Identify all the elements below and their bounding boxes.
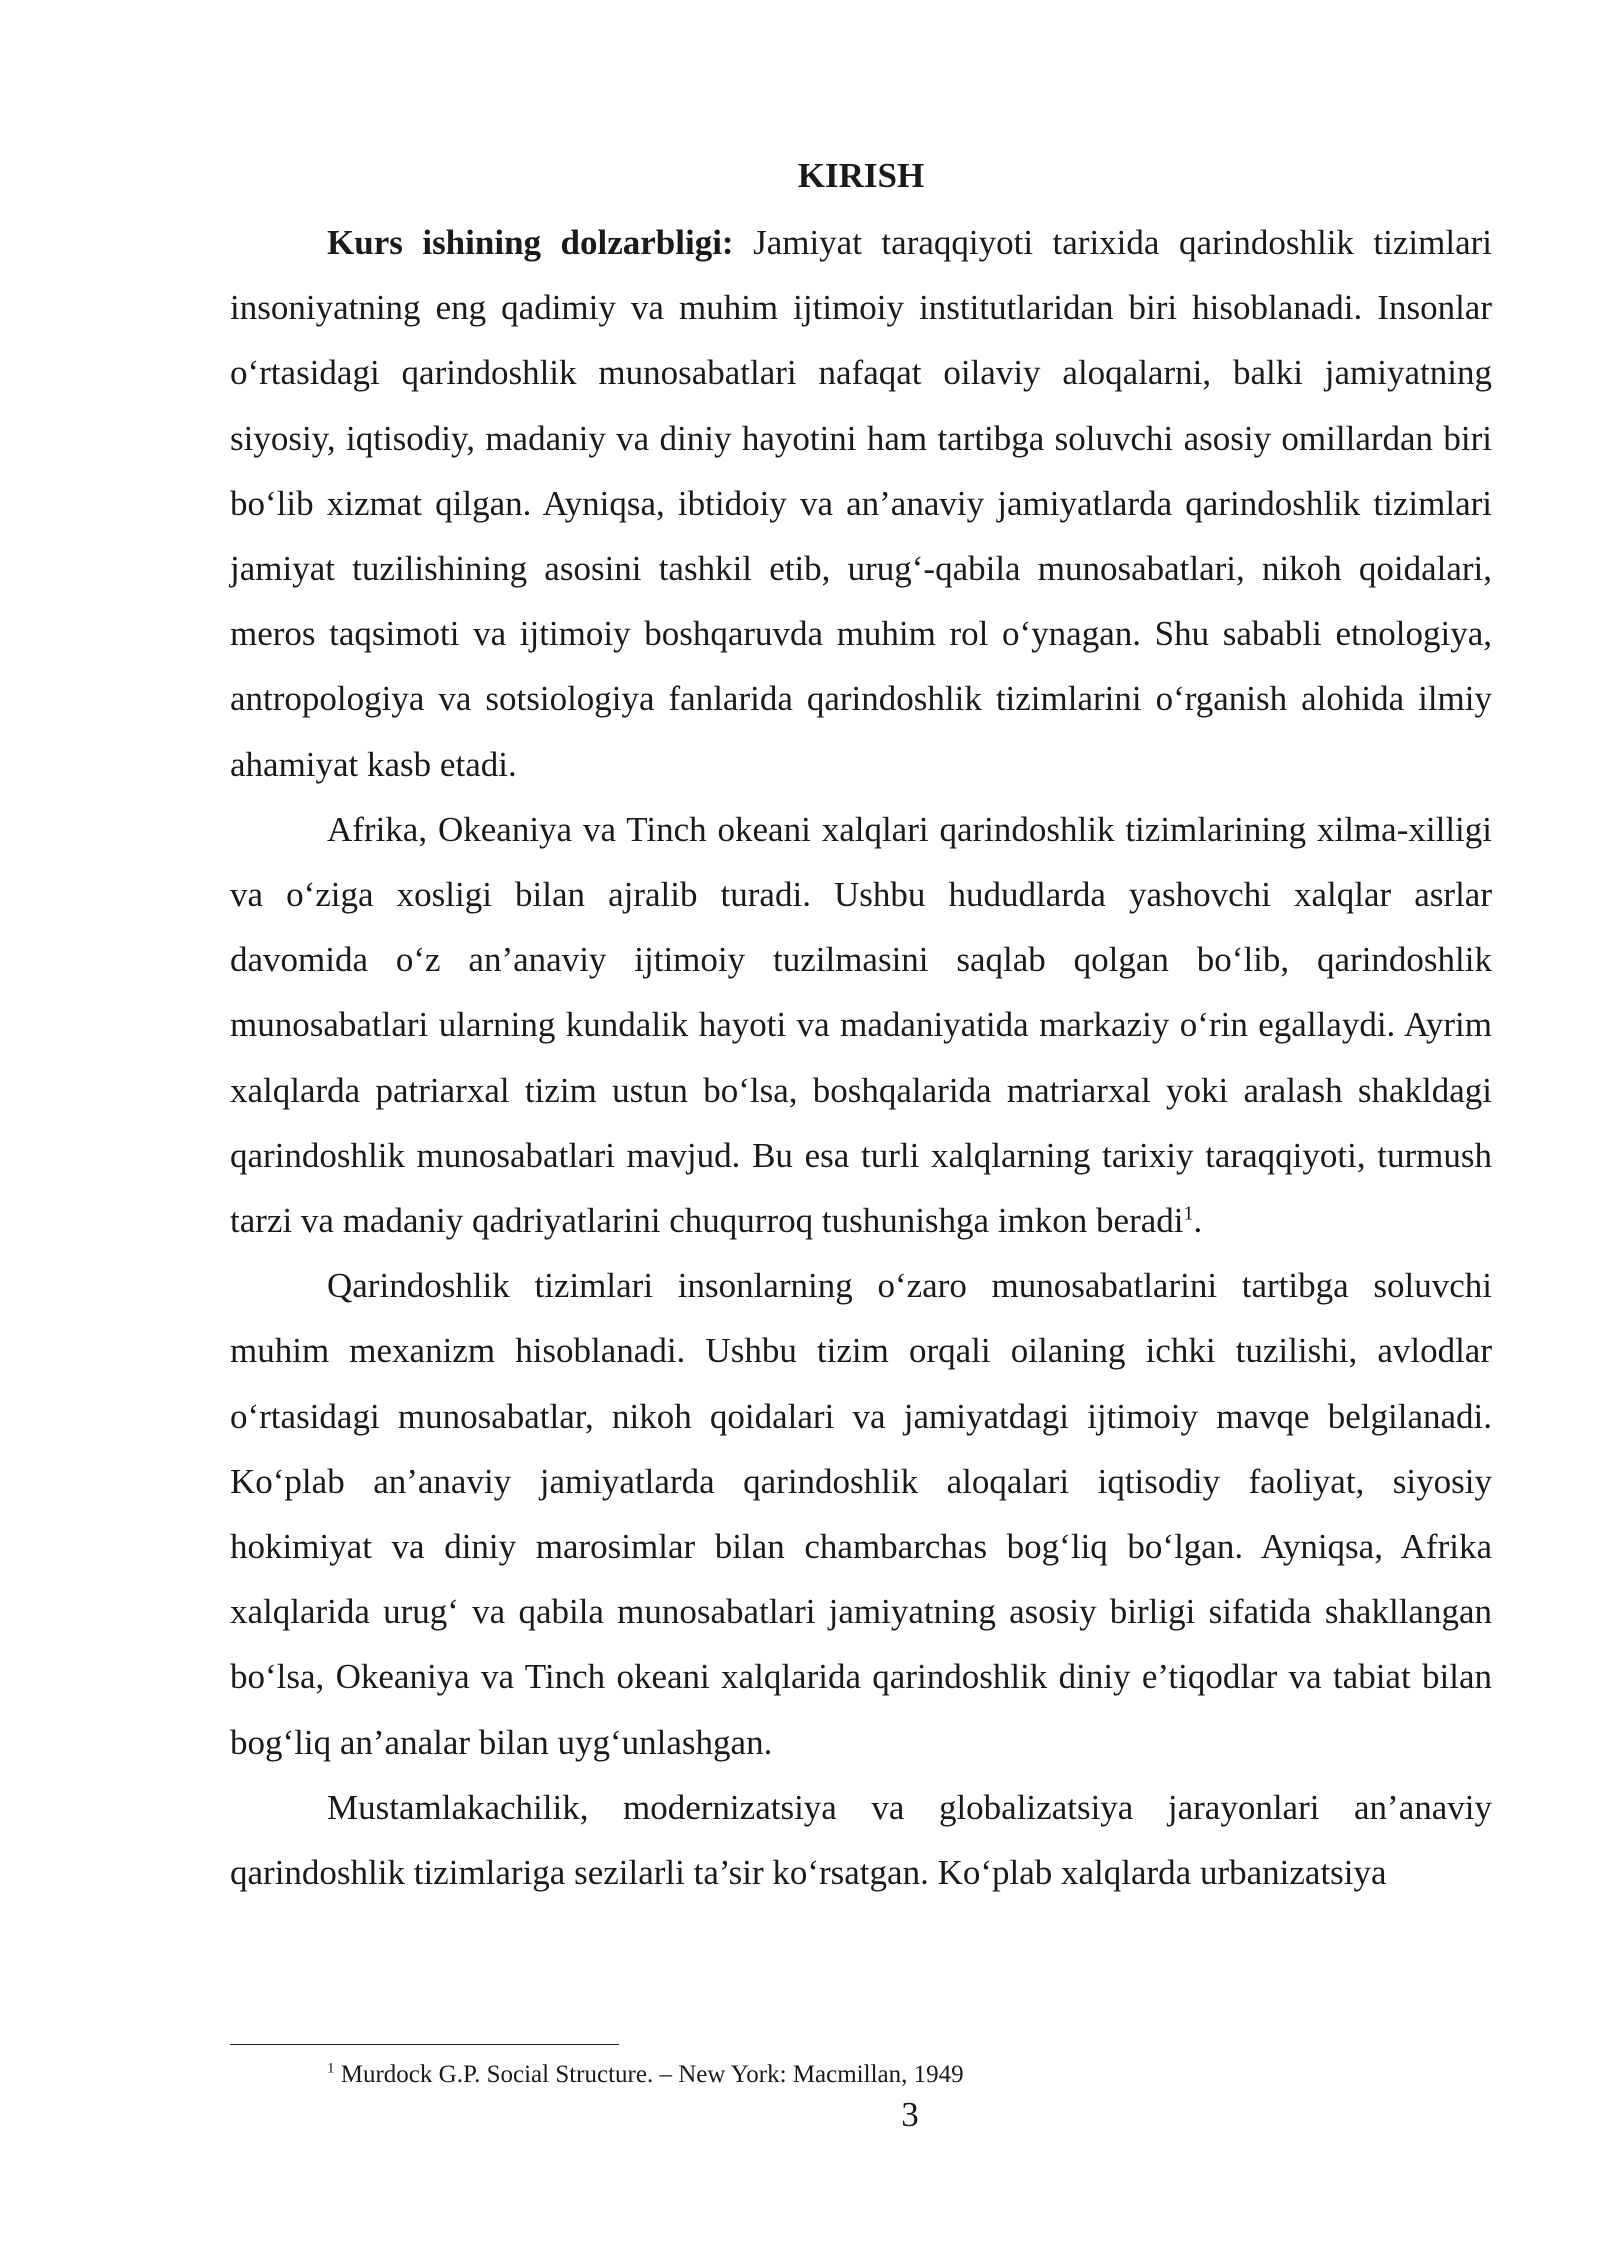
paragraph-text: Jamiyat taraqqiyoti tarixida qarindoshlik tizimlari insoniyatning eng qadimiy va muhim ijtimoiy institutlaridan biri hisoblanadi. Insonlar o‘rtasidagi qarindoshlik munosabatlari nafaqat oilaviy aloqalarni, balki jamiyatning siyosiy, iqtisodiy, madaniy va diniy hayotini ham tartibga soluvchi asosiy omillardan biri bo‘lib xizmat qilgan. Ayniqsa, ibtidoiy va an’anaviy jamiyatlarda qarindoshlik tizimlari jamiyat tuzilishining asosini tashkil etib, urug‘-qabila munosabatlari, nikoh qoidalari, meros taqsimoti va ijtimoiy boshqaruvda muhim rol o‘ynagan. Shu sababli etnologiya, antropologiya va sotsiologiya fanlarida qarindoshlik tizimlarini o‘rganish alohida ilmiy ahamiyat kasb etadi. <box>230 223 1492 784</box>
section-heading: KIRISH <box>797 156 925 195</box>
paragraph-peoples <box>230 797 1492 1253</box>
paragraph-lead: Kurs ishining dolzarbligi: <box>327 223 734 262</box>
footnote-number: 1 <box>327 2060 335 2077</box>
paragraph-text: Qarindoshlik tizimlari insonlarning o‘zaro munosabatlarini tartibga soluvchi muhim mexanizm hisoblanadi. Ushbu tizim orqali oilaning ichki tuzilishi, avlodlar o‘rtasidagi munosabatlar, nikoh qoidalari va jamiyatdagi ijtimoiy mavqe belgilanadi. Ko‘plab an’anaviy jamiyatlarda qarindoshlik aloqalari iqtisodiy faoliyat, siyosiy hokimiyat va diniy marosimlar bilan chambarchas bog‘liq bo‘lgan. Ayniqsa, Afrika xalqlarida urug‘ va qabila munosabatlari jamiyatning asosiy birligi sifatida shakllangan bo‘lsa, Okeaniya va Tinch okeani xalqlarida qarindoshlik diniy e’tiqodlar va tabiat bilan bog‘liq an’analar bilan uyg‘unlashgan. <box>230 1266 1492 1762</box>
paragraph-text: Afrika, Okeaniya va Tinch okeani xalqlari qarindoshlik tizimlarining xilma-xilligi va o‘ziga xosligi bilan ajralib turadi. Ushbu hududlarda yashovchi xalqlar asrlar davomida o‘z an’anaviy ijtimoiy tuzilmasini saqlab qolgan bo‘lib, qarindoshlik munosabatlari ularning kundalik hayoti va madaniyatida markaziy o‘rin egallaydi. Ayrim xalqlarda patriarxal tizim ustun bo‘lsa, boshqalarida matriarxal yoki aralash shakldagi qarindoshlik munosabatlari mavjud. Bu esa turli xalqlarning tarixiy taraqqiyoti, turmush tarzi va madaniy qadriyatlarini chuqurroq tushunishga imkon beradi <box>230 809 1492 1241</box>
body-text <box>230 210 1492 1905</box>
footnote-separator <box>230 2044 619 2045</box>
paragraph-tail: . <box>1193 1201 1203 1241</box>
page-number: 3 <box>901 2095 919 2134</box>
paragraph-text: Mustamlakachilik, modernizatsiya va globalizatsiya jarayonlari an’anaviy qarindoshlik tizimlariga sezilarli ta’sir ko‘rsatgan. Ko‘plab xalqlarda urbanizatsiya <box>230 1787 1492 1893</box>
footnote <box>327 2059 964 2091</box>
paragraph-relevance <box>230 210 1492 797</box>
paragraph-kinship-systems <box>230 1253 1492 1775</box>
paragraph-modernization <box>230 1775 1492 1905</box>
footnote-reference[interactable]: 1 <box>1183 1202 1194 1225</box>
footnote-text: Murdock G.P. Social Structure. – New York: Macmillan, 1949 <box>340 2061 964 2088</box>
